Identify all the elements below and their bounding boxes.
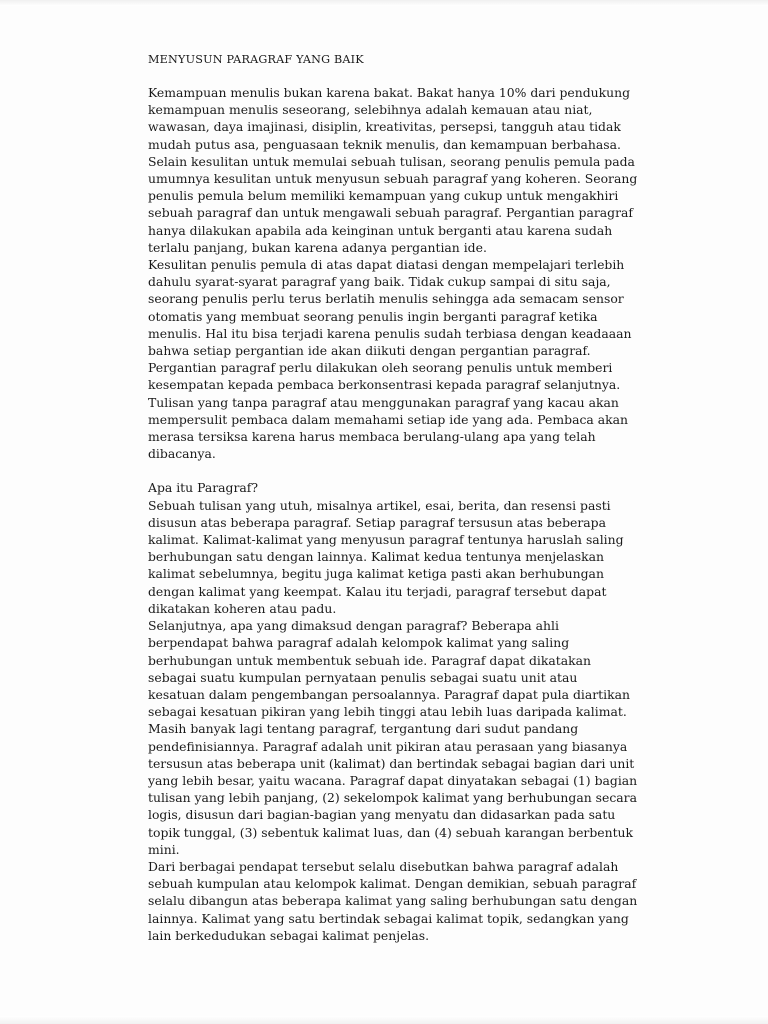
- page-top-edge: [0, 0, 768, 6]
- section-paragraph: Masih banyak lagi tentang paragraf, tergantung dari sudut pandang pendefinisiannya. Paragraf adalah unit pikiran atau perasaan yang biasanya tersusun atas beberapa unit (kalimat) dan bertindak sebagai bagian dari unit yang lebih besar, yaitu wacana. Paragraf dapat dinyatakan sebagai (1) bagian tulisan yang lebih panjang, (2) sekelompok kalimat yang berhubungan secara logis, disusun dari bagian-bagian yang menyatu dan didasarkan pada satu topik tunggal, (3) sebentuk kalimat luas, dan (4) sebuah karangan berbentuk mini.: [148, 721, 638, 857]
- page-bottom-edge: [0, 1016, 768, 1024]
- section-paragraph: Sebuah tulisan yang utuh, misalnya artikel, esai, berita, dan resensi pasti disusun atas beberapa paragraf. Setiap paragraf tersusun atas beberapa kalimat. Kalimat-kalimat yang menyusun paragraf tentunya haruslah saling berhubungan satu dengan lainnya. Kalimat kedua tentunya menjelaskan kalimat sebelumnya, begitu juga kalimat ketiga pasti akan berhubungan dengan kalimat yang keempat. Kalau itu terjadi, paragraf tersebut dapat dikatakan koheren atau padu.: [148, 497, 624, 616]
- intro-paragraph: Kemampuan menulis bukan karena bakat. Bakat hanya 10% dari pendukung kemampuan menulis seseorang, selebihnya adalah kemauan atau niat, wawasan, daya imajinasi, disiplin, kreativitas, persepsi, tangguh atau tidak mudah putus asa, penguasaan teknik menulis, dan kemampuan berbahasa. Selain kesulitan untuk memulai sebuah tulisan, seorang penulis pemula pada umumnya kesulitan untuk menyusun sebuah paragraf yang koheren. Seorang penulis pemula belum memiliki kemampuan yang cukup untuk mengakhiri sebuah paragraf dan untuk mengawali sebuah paragraf. Pergantian paragraf hanya dilakukan apabila ada keinginan untuk berganti atau karena sudah terlalu panjang, bukan karena adanya pergantian ide.: [148, 85, 638, 255]
- section-paragraph: Selanjutnya, apa yang dimaksud dengan paragraf? Beberapa ahli berpendapat bahwa paragraf adalah kelompok kalimat yang saling berhubungan untuk membentuk sebuah ide. Paragraf dapat dikatakan sebagai suatu kumpulan pernyataan penulis sebagai suatu unit atau kesatuan dalam pengembangan persoalannya. Paragraf dapat pula diartikan sebagai kesatuan pikiran yang lebih tinggi atau lebih luas daripada kalimat.: [148, 618, 630, 720]
- section-heading: Apa itu Paragraf?: [148, 480, 259, 496]
- section-paragraph: Dari berbagai pendapat tersebut selalu disebutkan bahwa paragraf adalah sebuah kumpulan atau kelompok kalimat. Dengan demikian, sebuah paragraf selalu dibangun atas beberapa kalimat yang saling berhubungan satu dengan lainnya. Kalimat yang satu bertindak sebagai kalimat topik, sedangkan yang lain berkedudukan sebagai kalimat penjelas.: [148, 858, 638, 943]
- document-title: MENYUSUN PARAGRAF YANG BAIK: [148, 53, 364, 66]
- intro-paragraph: Kesulitan penulis pemula di atas dapat diatasi dengan mempelajari terlebih dahulu syarat-syarat paragraf yang baik. Tidak cukup sampai di situ saja, seorang penulis perlu terus berlatih menulis sehingga ada semacam sensor otomatis yang membuat seorang penulis ingin berganti paragraf ketika menulis. Hal itu bisa terjadi karena penulis sudah terbiasa dengan keadaaan bahwa setiap pergantian ide akan diikuti dengan pergantian paragraf. Pergantian paragraf perlu dilakukan oleh seorang penulis untuk memberi kesempatan kepada pembaca berkonsentrasi kepada paragraf selanjutnya. Tulisan yang tanpa paragraf atau menggunakan paragraf yang kacau akan mempersulit pembaca dalam memahami setiap ide yang ada. Pembaca akan merasa tersiksa karena harus membaca berulang-ulang apa yang telah dibacanya.: [148, 257, 632, 462]
- document-body: [148, 51, 638, 944]
